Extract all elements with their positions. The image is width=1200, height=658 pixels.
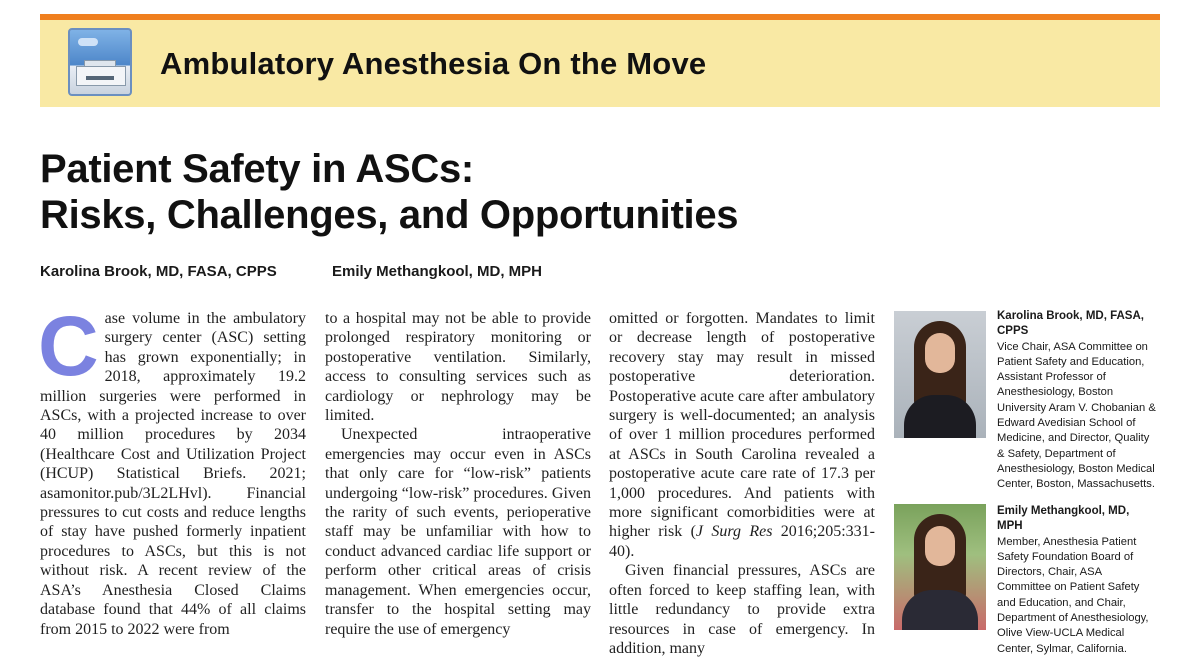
- headline-line-2: Risks, Challenges, and Opportunities: [40, 193, 739, 237]
- paragraph: [38, 299, 306, 639]
- article-headline: [40, 146, 738, 238]
- cloud-shape: [78, 38, 98, 46]
- headline-line-1: Patient Safety in ASCs:: [40, 147, 474, 191]
- paragraph-text: 2016;205:331-40).: [609, 523, 876, 560]
- author-bio-methangkool: [997, 504, 1157, 657]
- surgery-center-logo-icon: [68, 28, 132, 96]
- author-bio-brook: [997, 309, 1157, 493]
- author-photo-brook: [894, 311, 986, 438]
- article-column-2: [325, 309, 591, 639]
- paragraph: Given financial pressures, ASCs are often forced to keep staffing lean, with little redundancy to provide extra resources in case of emergency. In addition, many: [609, 562, 875, 657]
- building-sign-shape: [86, 76, 114, 80]
- paragraph-text: omitted or forgotten. Mandates to limit or decrease length of postoperative recovery stay may result in missed postoperative deterioration. Postoperative acute care after ambulatory surgery is well-documented; an analysis of over 1 million procedures performed at ASCs in South Carolina revealed a postoperative acute care rate of 17.3 per 1,000 procedures. And patients with more significant comorbidities were at higher risk (: [609, 310, 875, 541]
- paragraph: [609, 309, 875, 561]
- section-title: Ambulatory Anesthesia On the Move: [160, 46, 707, 81]
- author-byline-1: Karolina Brook, MD, FASA, CPPS: [40, 263, 277, 280]
- drop-cap: C: [38, 299, 99, 393]
- bio-name: Karolina Brook, MD, FASA, CPPS: [997, 310, 1144, 338]
- article-column-3: [609, 309, 875, 658]
- author-photo-methangkool: [894, 504, 986, 630]
- paragraph: Unexpected intraoperative emergencies may occur even in ASCs that only care for “low-risk” patients undergoing “low-risk” procedures. Given the rarity of such events, perioperative staff may be unfamiliar with how to conduct advanced cardiac life support or perform other critical areas of crisis management. When emergencies occur, transfer to the hospital setting may require the use of emergency: [325, 426, 591, 638]
- author-byline-2: Emily Methangkool, MD, MPH: [332, 263, 543, 280]
- citation-journal: J Surg Res: [695, 523, 773, 541]
- article-column-1: [38, 299, 306, 639]
- paragraph: to a hospital may not be able to provide prolonged respiratory monitoring or postoperative ventilation. Similarly, access to consulting services such as cardiology or nephrology may be limited.: [325, 310, 591, 425]
- bio-text: Vice Chair, ASA Committee on Patient Safety and Education, Assistant Professor of Anesthesiology, Boston University Aram V. Chobanian & Edward Avedisian School of Medicine, and Director, Quality & Safety, Department of Anesthesiology, Boston Medical Center, Boston, Massachusetts.: [997, 340, 1156, 491]
- paragraph-text: ase volume in the ambulatory surgery center (ASC) setting has grown exponentially; in 2018, approximately 19.2 million surgeries were performed in ASCs, with a projected increase to over 40 million procedures by 2034 (Healthcare Cost and Utilization Project (HCUP) Statistical Briefs. 2021; asamonitor.pub/3L2LHvl). Financial pressures to cut costs and reduce lengths of stay have pushed formerly inpatient procedures to ASCs, but this is not without risk. A recent review of the ASA’s Anesthesia Closed Claims database found that 44% of all claims from 2015 to 2022 were from: [40, 310, 306, 638]
- bio-text: Member, Anesthesia Patient Safety Foundation Board of Directors, Chair, ASA Committee on Patient Safety and Education, and Chair, Department of Anesthesiology, Olive View-UCLA Medical Center, Sylmar, California.: [997, 535, 1149, 655]
- bio-name: Emily Methangkool, MD, MPH: [997, 505, 1130, 533]
